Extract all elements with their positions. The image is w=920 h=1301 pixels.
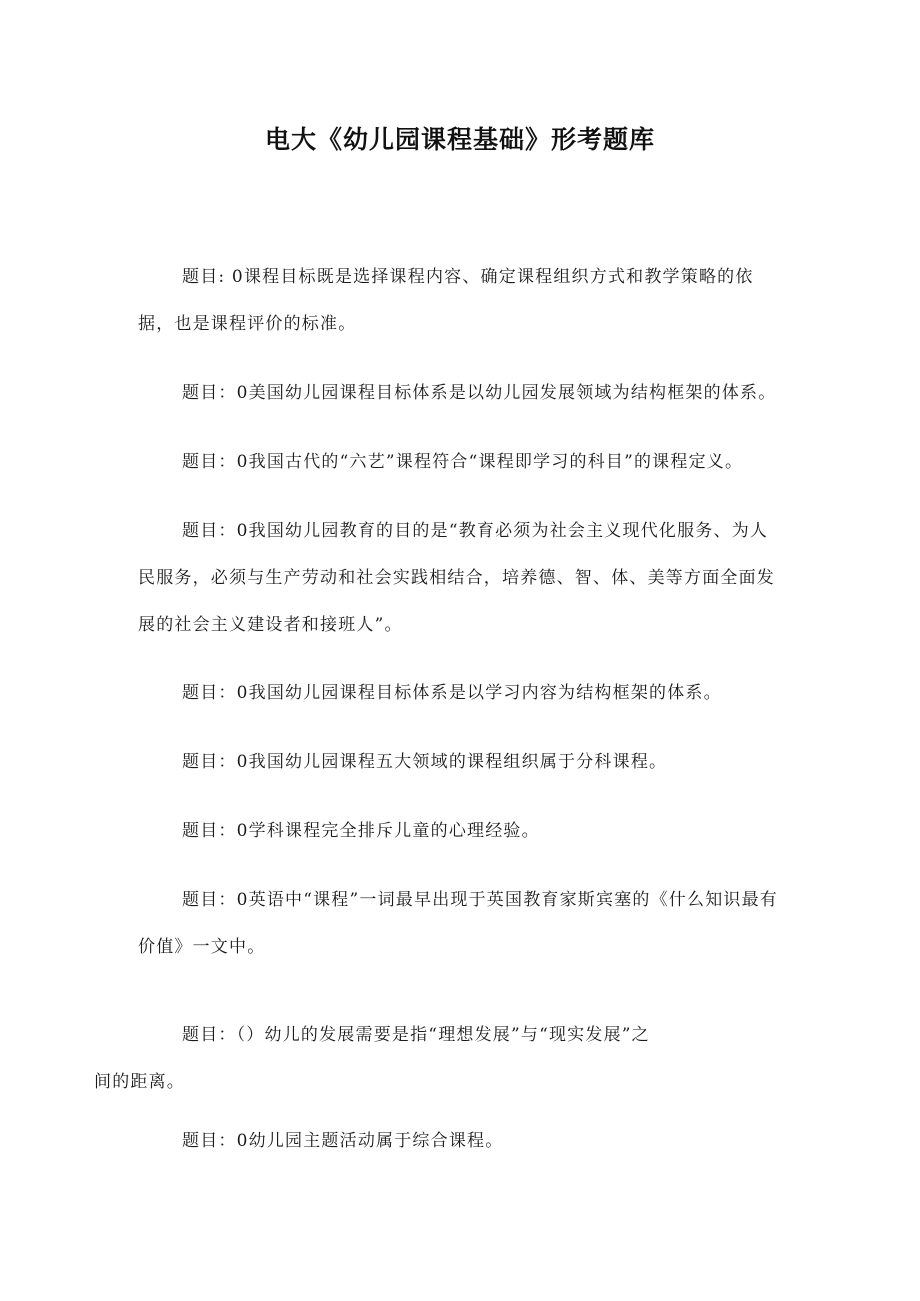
question-5: 题目：0我国幼儿园课程目标体系是以学习内容为结构框架的体系。: [182, 683, 722, 703]
question-3: 题目：0我国古代的“六艺”课程符合“课程即学习的科目”的课程定义。: [182, 452, 744, 472]
question-4: 题目：0我国幼儿园教育的目的是“教育必须为社会主义现代化服务、为人民服务，必须与生产劳动和社会实践相结合，培养德、智、体、美等方面全面发展的社会主义建设者和接班人”。: [138, 521, 775, 635]
question-8: 题目：0英语中“课程”一词最早出现于英国教育家斯宾塞的《什么知识最有价值》一文中。: [138, 890, 778, 957]
document-title: 电大《幼儿园课程基础》形考题库: [264, 125, 655, 154]
question-9-line-2: 间的距离。: [94, 1072, 185, 1092]
question-1: 题目: 0课程目标既是选择课程内容、确定课程组织方式和教学策略的依据，也是课程评价的标准。: [138, 267, 754, 334]
question-10: 题目：0幼儿园主题活动属于综合课程。: [182, 1131, 504, 1151]
question-2: 题目：0美国幼儿园课程目标体系是以幼儿园发展领域为结构框架的体系。: [182, 383, 777, 403]
question-9: [94, 1012, 786, 1106]
question-6: 题目：0我国幼儿园课程五大领域的课程组织属于分科课程。: [182, 752, 668, 772]
question-7: 题目：0学科课程完全排斥儿童的心理经验。: [182, 821, 540, 841]
question-9-line-1: 题目：（）幼儿的发展需要是指“理想发展”与“现实发展”之: [182, 1025, 650, 1045]
